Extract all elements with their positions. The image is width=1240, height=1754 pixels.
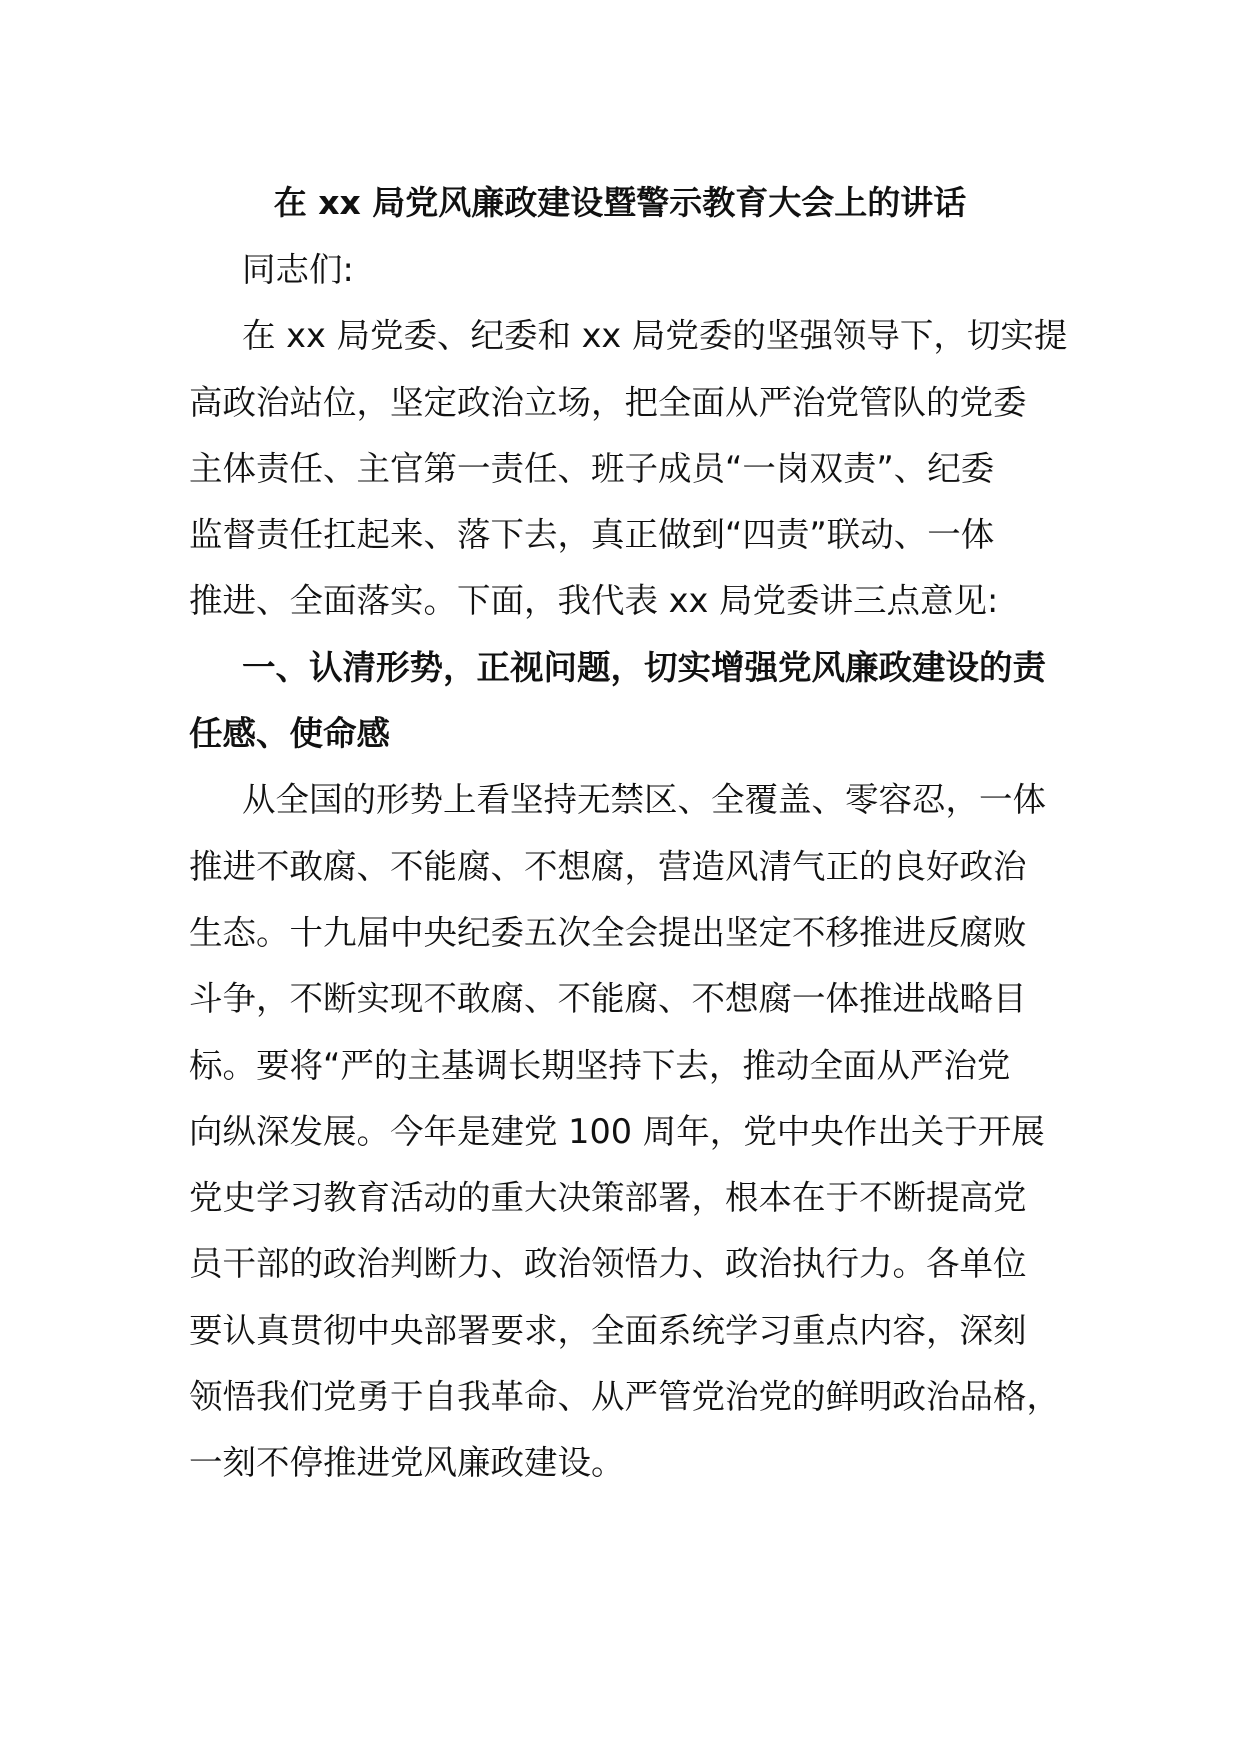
text-line: 一、认清形势，正视问题，切实增强党风廉政建设的责 bbox=[242, 647, 1046, 687]
paragraph bbox=[189, 303, 1069, 634]
text-line: 向纵深发展。今年是建党 100 周年，党中央作出关于开展 bbox=[189, 1111, 1045, 1151]
document-body bbox=[189, 237, 1069, 1497]
text-line: 推进、全面落实。下面，我代表 xx 局党委讲三点意见: bbox=[189, 581, 999, 621]
text-line: 一刻不停推进党风廉政建设。 bbox=[189, 1443, 625, 1483]
text-line: 任感、使命感 bbox=[189, 714, 390, 754]
text-line: 标。要将“严的主基调长期坚持下去，推动全面从严治党 bbox=[189, 1045, 1011, 1085]
text-line: 党史学习教育活动的重大决策部署，根本在于不断提高党 bbox=[189, 1178, 1027, 1218]
paragraph bbox=[189, 767, 1069, 1496]
salutation: 同志们: bbox=[242, 250, 354, 289]
text-line: 员干部的政治判断力、政治领悟力、政治执行力。各单位 bbox=[189, 1244, 1027, 1284]
section-heading bbox=[189, 635, 1069, 768]
text-line: 斗争，不断实现不敢腐、不能腐、不想腐一体推进战略目 bbox=[189, 979, 1027, 1019]
document-title: 在 xx 局党风廉政建设暨警示教育大会上的讲话 bbox=[273, 183, 967, 222]
text-line: 生态。十九届中央纪委五次全会提出坚定不移推进反腐败 bbox=[189, 912, 1027, 952]
text-line: 监督责任扛起来、落下去，真正做到“四责”联动、一体 bbox=[189, 515, 995, 555]
text-line: 在 xx 局党委、纪委和 xx 局党委的坚强领导下，切实提 bbox=[242, 316, 1068, 356]
text-line: 要认真贯彻中央部署要求，全面系统学习重点内容，深刻 bbox=[189, 1310, 1027, 1350]
text-line: 从全国的形势上看坚持无禁区、全覆盖、零容忍，一体 bbox=[242, 780, 1046, 820]
text-line: 推进不敢腐、不能腐、不想腐，营造风清气正的良好政治 bbox=[189, 846, 1027, 886]
text-line: 高政治站位，坚定政治立场，把全面从严治党管队的党委 bbox=[189, 382, 1027, 422]
text-line: 领悟我们党勇于自我革命、从严管党治党的鲜明政治品格， bbox=[189, 1377, 1060, 1417]
text-line: 主体责任、主官第一责任、班子成员“一岗双责”、纪委 bbox=[189, 448, 995, 488]
